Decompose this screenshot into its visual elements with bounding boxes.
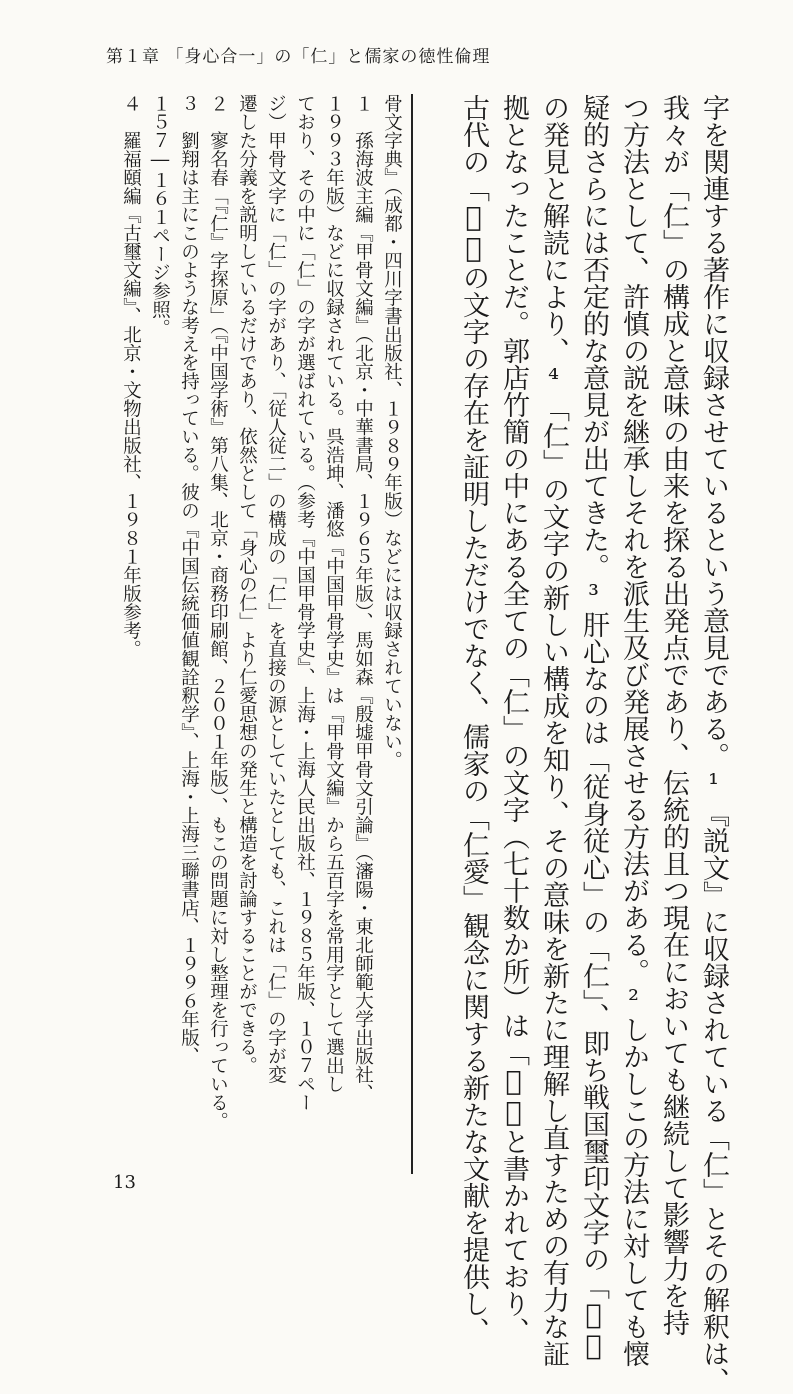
body-line: 古代の「𢙛」の文字の存在を証明しただけでなく、儒家の「仁愛」観念に関する新たな文献を提供し、 <box>458 94 489 1344</box>
footnote-line: ており、その中に「仁」の字が選ばれている。（参考『中国甲骨学史』、上海・上海人民出版社、１９８５年版、１０７ペー <box>294 94 316 1112</box>
footnote-line: １５７―１６１ページ参照。 <box>149 94 171 337</box>
footnote-line: 遷した分義を説明しているだけであり、依然として「身心の仁」より仁愛思想の発生と構造を討論することができる。 <box>236 94 258 1075</box>
footnote-line: ジ）甲骨文字に「仁」の字があり、「従人従二」の構成の「仁」を直接の源としていたとしても、これは「仁」の字が変 <box>265 94 287 1084</box>
body-line: つ方法として、許慎の説を継承しそれを派生及び発展させる方法がある。²しかしこの方法に対しても懐 <box>618 94 649 1367</box>
body-line: の発見と解読により、⁴「仁」の文字の新しい構成を知り、その意味を新たに理解し直すための有力な証 <box>538 94 569 1367</box>
body-line: 拠となったことだ。郭店竹簡の中にある全ての「仁」の文字（七十数か所）は「𢙛」と書かれており、 <box>498 94 529 1344</box>
body-line: 字を関連する著作に収録させているという意見である。¹『説文』に収録されている「仁」とその解釈は、 <box>698 94 729 1394</box>
running-header: 第１章 「身心合一」の「仁」と儒家の徳性倫理 <box>106 47 491 67</box>
footnote-line: ３ 劉翔は主にこのような考えを持っている。彼の『中国伝統価値観詮釈学』、上海・上海三聯書店、１９９６年版、 <box>178 94 200 1066</box>
footnote-line: ４ 羅福頤編『古璽文編』、北京・文物出版社、１９８１年版参考。 <box>120 94 142 659</box>
footnote-line: ２ 寥名春「『仁』字探原」（『中国学術』第八集、北京・商務印刷館、２００１年版）、もこの問題に対し整理を行っている。 <box>207 94 229 1130</box>
body-line: 我々が「仁」の構成と意味の由来を探る出発点であり、伝統的且つ現在においても継続して影響力を持 <box>658 94 689 1336</box>
page-number: 13 <box>113 1172 136 1193</box>
body-line: 疑的さらには否定的な意見が出てきた。³肝心なのは「従身従心」の「仁」、即ち戦国璽印文字の「𢙛」 <box>578 94 609 1362</box>
footnote-divider <box>411 94 413 1174</box>
footnote-line: １９９３年版）などに収録されている。呉浩坤、潘悠『中国甲骨学史』は『甲骨文編』から五百字を常用字として選出し <box>323 94 345 1093</box>
footnote-line: 骨文字典』（成都・四川字書出版社、１９８９年版）などには収録されていない。 <box>381 94 403 770</box>
footnote-line: １ 孫海波主編『甲骨文編』（北京・中華書局、１９６５年版）、馬如森『殷墟甲骨文引論』（瀋陽・東北師範大学出版社、 <box>352 94 374 1103</box>
